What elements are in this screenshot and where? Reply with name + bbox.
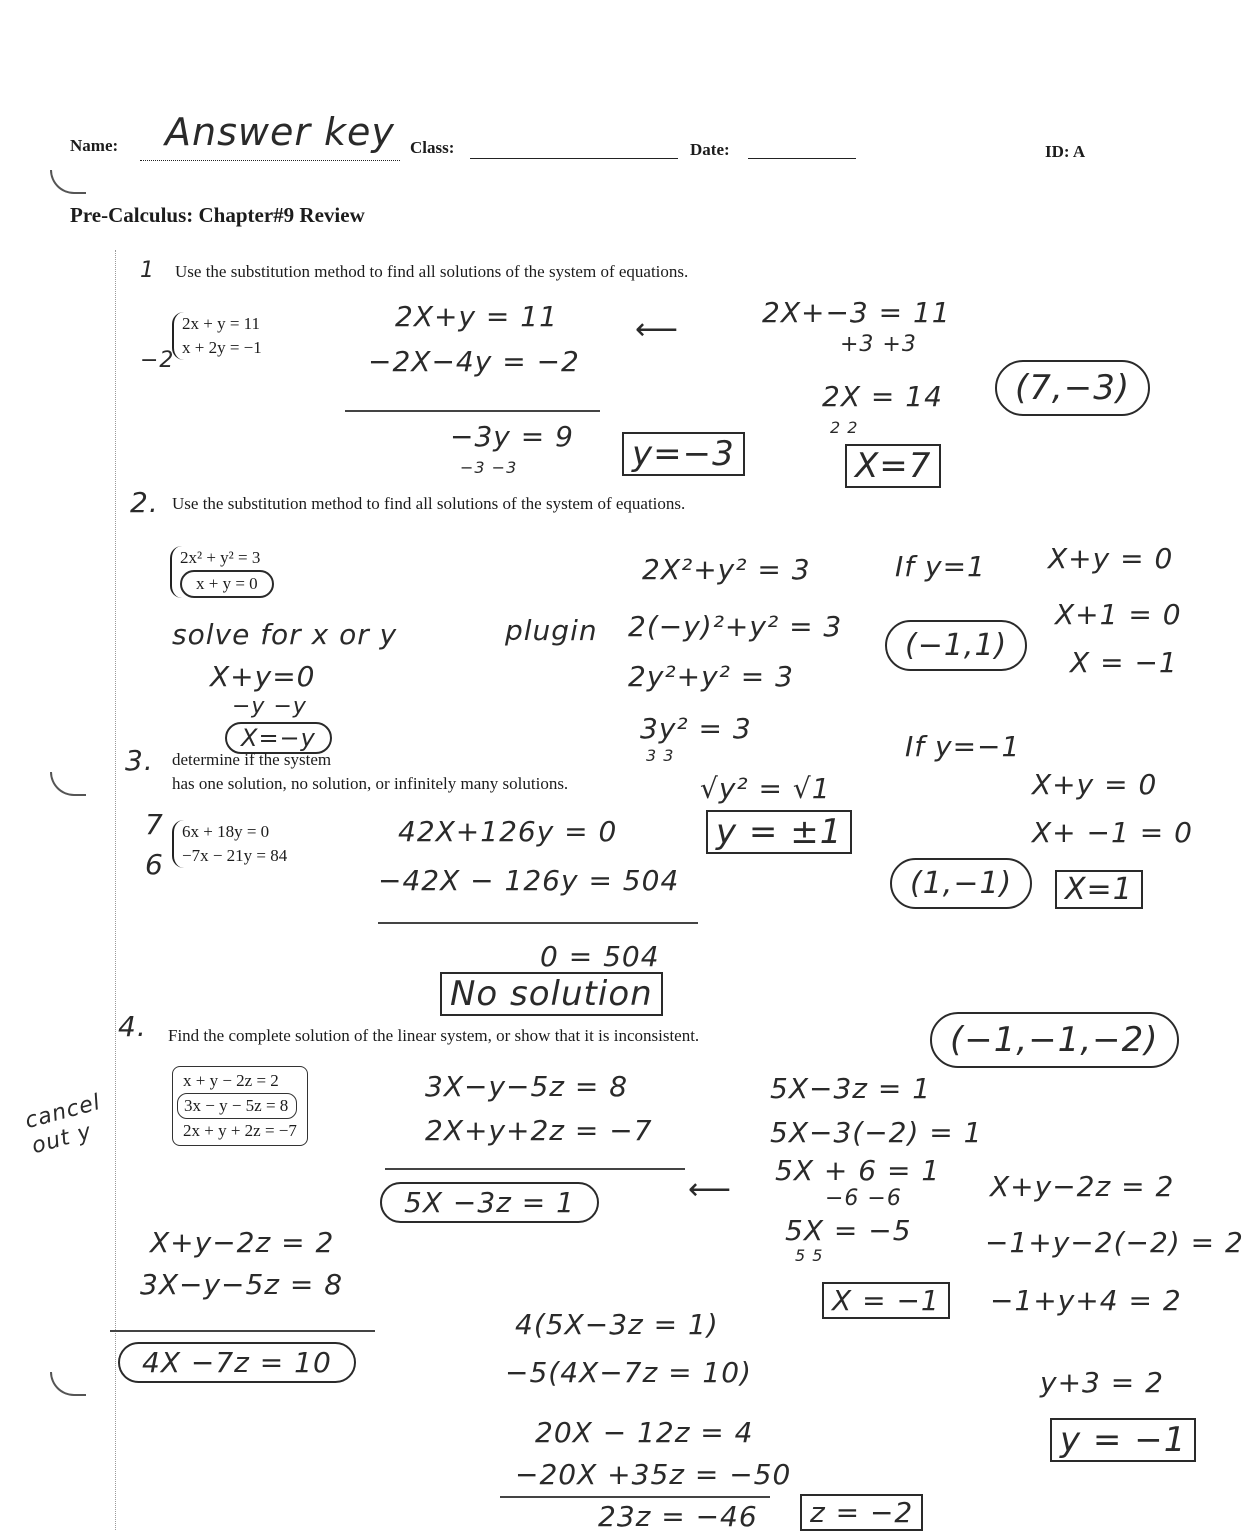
q2-work-3: −y −y: [232, 694, 307, 719]
q2-work-10: 3 3: [646, 746, 675, 765]
q3-work-3: 0 = 504: [540, 940, 660, 973]
q4-e-work-1: X+y−2z = 2: [990, 1170, 1175, 1203]
name-handwritten: Answer key: [165, 110, 395, 154]
q4-eq1: x + y − 2z = 2: [183, 1071, 279, 1090]
q2-case1-work-1: X+y = 0: [1048, 542, 1174, 575]
q1-number: 1: [140, 258, 155, 283]
name-label: Name:: [70, 136, 119, 155]
q1-prompt: Use the substitution method to find all solutions of the system of equations.: [175, 262, 689, 281]
q1-arrow: ⟵: [635, 312, 680, 347]
q1-work-7: 2X = 14: [822, 380, 943, 413]
q1-work-2: −2X−4y = −2: [368, 345, 580, 378]
q2-work-6: 2X²+y² = 3: [642, 553, 811, 586]
q3-work-2: −42X − 126y = 504: [378, 864, 680, 897]
q2-work-11: √y² = √1: [700, 772, 831, 805]
q1-work-6: +3 +3: [840, 332, 917, 357]
q4-prompt: Find the complete solution of the linear system, or show that it is inconsistent.: [168, 1026, 700, 1045]
q4-d-work-3: 5X + 6 = 1: [775, 1154, 941, 1187]
q2-work-2: X+y=0: [210, 660, 316, 693]
q3-number: 3.: [125, 744, 154, 777]
q1-multiplier: −2: [140, 348, 175, 373]
q3-multiplier-1: 7: [145, 808, 164, 841]
q2-work-1: solve for x or y: [172, 618, 398, 651]
q2-case1-work-2: X+1 = 0: [1055, 598, 1182, 631]
q2-case2-answer-x: X=1: [1055, 870, 1143, 909]
id-label: ID: A: [1045, 142, 1086, 161]
q2-system: [170, 546, 274, 598]
q4-a-work-2: 2X+y+2z = −7: [425, 1114, 653, 1147]
q2-work-5: plugin: [505, 614, 598, 647]
class-label: Class:: [410, 138, 455, 157]
q4-final-answer: (−1,−1,−2): [930, 1012, 1179, 1068]
q2-case2-label: If y=−1: [905, 730, 1021, 763]
q4-e-work-4: y+3 = 2: [1040, 1366, 1164, 1399]
margin-line: [115, 250, 116, 1530]
q3-eq1: 6x + 18y = 0: [182, 822, 270, 841]
q2-case2-work-1: X+y = 0: [1032, 768, 1158, 801]
q4-number: 4.: [118, 1010, 147, 1043]
q2-work-7: 2(−y)²+y² = 3: [628, 610, 843, 643]
q1-answer-y: y=−3: [622, 432, 745, 476]
q3-work-1: 42X+126y = 0: [398, 815, 618, 848]
q4-c-work-1: 4(5X−3z = 1): [515, 1308, 719, 1341]
binder-hole-top: [50, 170, 86, 194]
q1-eq1: 2x + y = 11: [182, 314, 261, 333]
q4-b-work-2: 3X−y−5z = 8: [140, 1268, 344, 1301]
q2-eq2: x + y = 0: [180, 570, 274, 598]
q2-number: 2.: [130, 486, 159, 519]
binder-hole-middle: [50, 772, 86, 796]
q2-case2-work-2: X+ −1 = 0: [1032, 816, 1193, 849]
q3-sum-line: [378, 922, 698, 924]
q4-e-work-2: −1+y−2(−2) = 2: [985, 1226, 1244, 1259]
q2-final-answer-1: (−1,1): [885, 620, 1027, 671]
q2-answer-y: y = ±1: [706, 810, 852, 854]
q2-work-8: 2y²+y² = 3: [628, 660, 794, 693]
q3-answer: No solution: [440, 972, 663, 1016]
q1-work-3: −3y = 9: [450, 420, 574, 453]
q4-d-work-2: 5X−3(−2) = 1: [770, 1116, 983, 1149]
q2-eq1: 2x² + y² = 3: [180, 548, 261, 567]
q4-b-result: 4X −7z = 10: [118, 1342, 356, 1383]
q4-b-sum-line: [110, 1330, 375, 1332]
q4-a-sum-line: [385, 1168, 685, 1170]
q4-c-work-5: 23z = −46: [598, 1500, 758, 1533]
q4-a-work-1: 3X−y−5z = 8: [425, 1070, 629, 1103]
q4-answer-x: X = −1: [822, 1282, 950, 1319]
q2-final-answer-2: (1,−1): [890, 858, 1032, 909]
q1-work-4: −3 −3: [460, 458, 518, 477]
q1-final-answer: (7,−3): [995, 360, 1150, 416]
q2-case1-work-3: X = −1: [1070, 646, 1178, 679]
date-blank: [748, 158, 856, 159]
q4-c-sum-line: [500, 1496, 770, 1498]
q4-c-work-2: −5(4X−7z = 10): [505, 1356, 752, 1389]
q1-system: [172, 312, 262, 360]
q3-multiplier-2: 6: [145, 848, 164, 881]
class-blank: [470, 158, 678, 159]
q4-b-work-1: X+y−2z = 2: [150, 1226, 335, 1259]
q4-d-work-6: 5 5: [795, 1246, 824, 1265]
q4-d-work-4: −6 −6: [825, 1186, 902, 1211]
name-blank: [140, 160, 400, 161]
q4-eq2: 3x − y − 5z = 8: [177, 1093, 297, 1119]
q4-d-work-1: 5X−3z = 1: [770, 1072, 932, 1105]
q4-answer-y: y = −1: [1050, 1418, 1196, 1462]
q4-eq3: 2x + y + 2z = −7: [183, 1121, 297, 1140]
q3-system: [172, 820, 287, 868]
q2-case1-label: If y=1: [895, 550, 986, 583]
q1-sum-line: [345, 410, 600, 412]
q2-work-4: X=−y: [225, 722, 332, 754]
date-label: Date:: [690, 140, 730, 159]
q4-d-work-5: 5X = −5: [785, 1214, 912, 1247]
q1-work-1: 2X+y = 11: [395, 300, 558, 333]
q4-e-work-3: −1+y+4 = 2: [990, 1284, 1182, 1317]
q4-c-work-4: −20X +35z = −50: [515, 1458, 792, 1491]
q1-answer-x: X=7: [845, 444, 941, 488]
q3-prompt-2: has one solution, no solution, or infinitely many solutions.: [172, 774, 569, 793]
page-title: Pre-Calculus: Chapter#9 Review: [70, 203, 365, 227]
binder-hole-bottom: [50, 1372, 86, 1396]
q1-work-8: 2 2: [830, 418, 859, 437]
q3-eq2: −7x − 21y = 84: [182, 846, 288, 865]
q1-work-5: 2X+−3 = 11: [762, 296, 951, 329]
q4-side-note: cancel out y: [22, 1089, 104, 1160]
q4-system: [172, 1066, 308, 1146]
q2-work-9: 3y² = 3: [640, 712, 752, 745]
q4-a-result: 5X −3z = 1: [380, 1182, 599, 1223]
q3-prompt-1: determine if the system: [172, 750, 332, 769]
q4-answer-z: z = −2: [800, 1494, 923, 1531]
q4-c-work-3: 20X − 12z = 4: [535, 1416, 754, 1449]
q1-eq2: x + 2y = −1: [182, 338, 262, 357]
q2-prompt: Use the substitution method to find all solutions of the system of equations.: [172, 494, 686, 513]
q4-arrow: ⟵: [688, 1172, 733, 1207]
